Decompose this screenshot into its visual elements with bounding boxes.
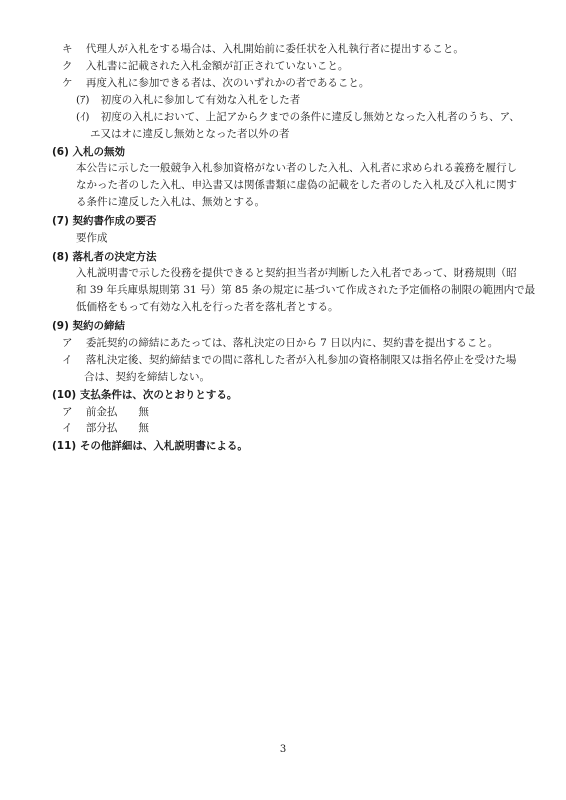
section-heading-7: (7) 契約書作成の要否: [52, 215, 157, 227]
list-item-text: 委託契約の締結にあたっては、落札決定の日から 7 日以内に、契約書を提出すること。: [85, 337, 499, 349]
sub-list-item-text: 初度の入札において、上記アからクまでの条件に違反し無効となった入札者のうち、ア、: [100, 111, 520, 123]
list-marker: ア: [62, 406, 73, 418]
list-item-text: 入札書に記載された入札金額が訂正されていないこと。: [85, 60, 349, 72]
list-item-text: 前金払 無: [85, 406, 149, 418]
section-body-line: る条件に違反した入札は、無効とする。: [76, 196, 265, 208]
sub-list-item: [76, 93, 300, 107]
list-item: [62, 405, 149, 419]
section-body-line: なかった者のした入札、申込書又は関係書類に虚偽の記載をした者のした入札及び入札に関す: [76, 179, 517, 191]
list-marker: キ: [62, 43, 73, 55]
list-marker: ア: [62, 337, 73, 349]
list-item: [62, 336, 498, 350]
page-number: 3: [279, 744, 287, 755]
sub-list-item-text: 初度の入札に参加して有効な入札をした者: [100, 94, 301, 106]
section-body-line: 和 39 年兵庫県規則第 31 号）第 85 条の規定に基づいて作成された予定価格の制限の範囲内で最: [76, 284, 536, 296]
list-item: [62, 59, 348, 73]
list-item: [62, 76, 369, 90]
section-body-line: 本公告に示した一般競争入札参加資格がない者のした入札、入札者に求められる義務を履行し: [76, 162, 517, 174]
list-item-text: 部分払 無: [85, 422, 149, 434]
section-body-line: 入札説明書で示した役務を提供できると契約担当者が判断した入札者であって、財務規則（昭: [76, 267, 517, 279]
list-item: [62, 421, 149, 435]
section-heading-9: (9) 契約の締結: [52, 320, 126, 332]
section-body-line: 要作成: [76, 232, 108, 244]
sub-list-marker: (ｱ): [76, 94, 90, 106]
section-heading-8: (8) 落札者の決定方法: [52, 251, 157, 263]
list-item-text: 落札決定後、契約締結までの間に落札した者が入札参加の資格制限又は指名停止を受けた場: [85, 354, 517, 366]
section-heading-10: (10) 支払条件は、次のとおりとする。: [52, 389, 238, 401]
section-heading-11: (11) その他詳細は、入札説明書による。: [52, 440, 248, 452]
list-item-text: 代理人が入札をする場合は、入札開始前に委任状を入札執行者に提出すること。: [85, 43, 464, 55]
sub-list-marker: (ｲ): [76, 111, 90, 123]
list-item: [62, 42, 464, 56]
sub-list-item-continuation: エ又はオに違反し無効となった者以外の者: [90, 128, 290, 140]
section-heading-6: (6) 入札の無効: [52, 146, 126, 158]
list-item-text: 再度入札に参加できる者は、次のいずれかの者であること。: [85, 77, 370, 89]
list-marker: ク: [62, 60, 73, 72]
section-body-line: 低価格をもって有効な入札を行った者を落札者とする。: [76, 301, 339, 313]
list-marker: イ: [62, 422, 73, 434]
list-item-continuation: 合は、契約を締結しない。: [84, 371, 210, 383]
list-item: [62, 353, 516, 367]
list-marker: イ: [62, 354, 73, 366]
list-marker: ケ: [62, 77, 73, 89]
sub-list-item: [76, 110, 520, 124]
